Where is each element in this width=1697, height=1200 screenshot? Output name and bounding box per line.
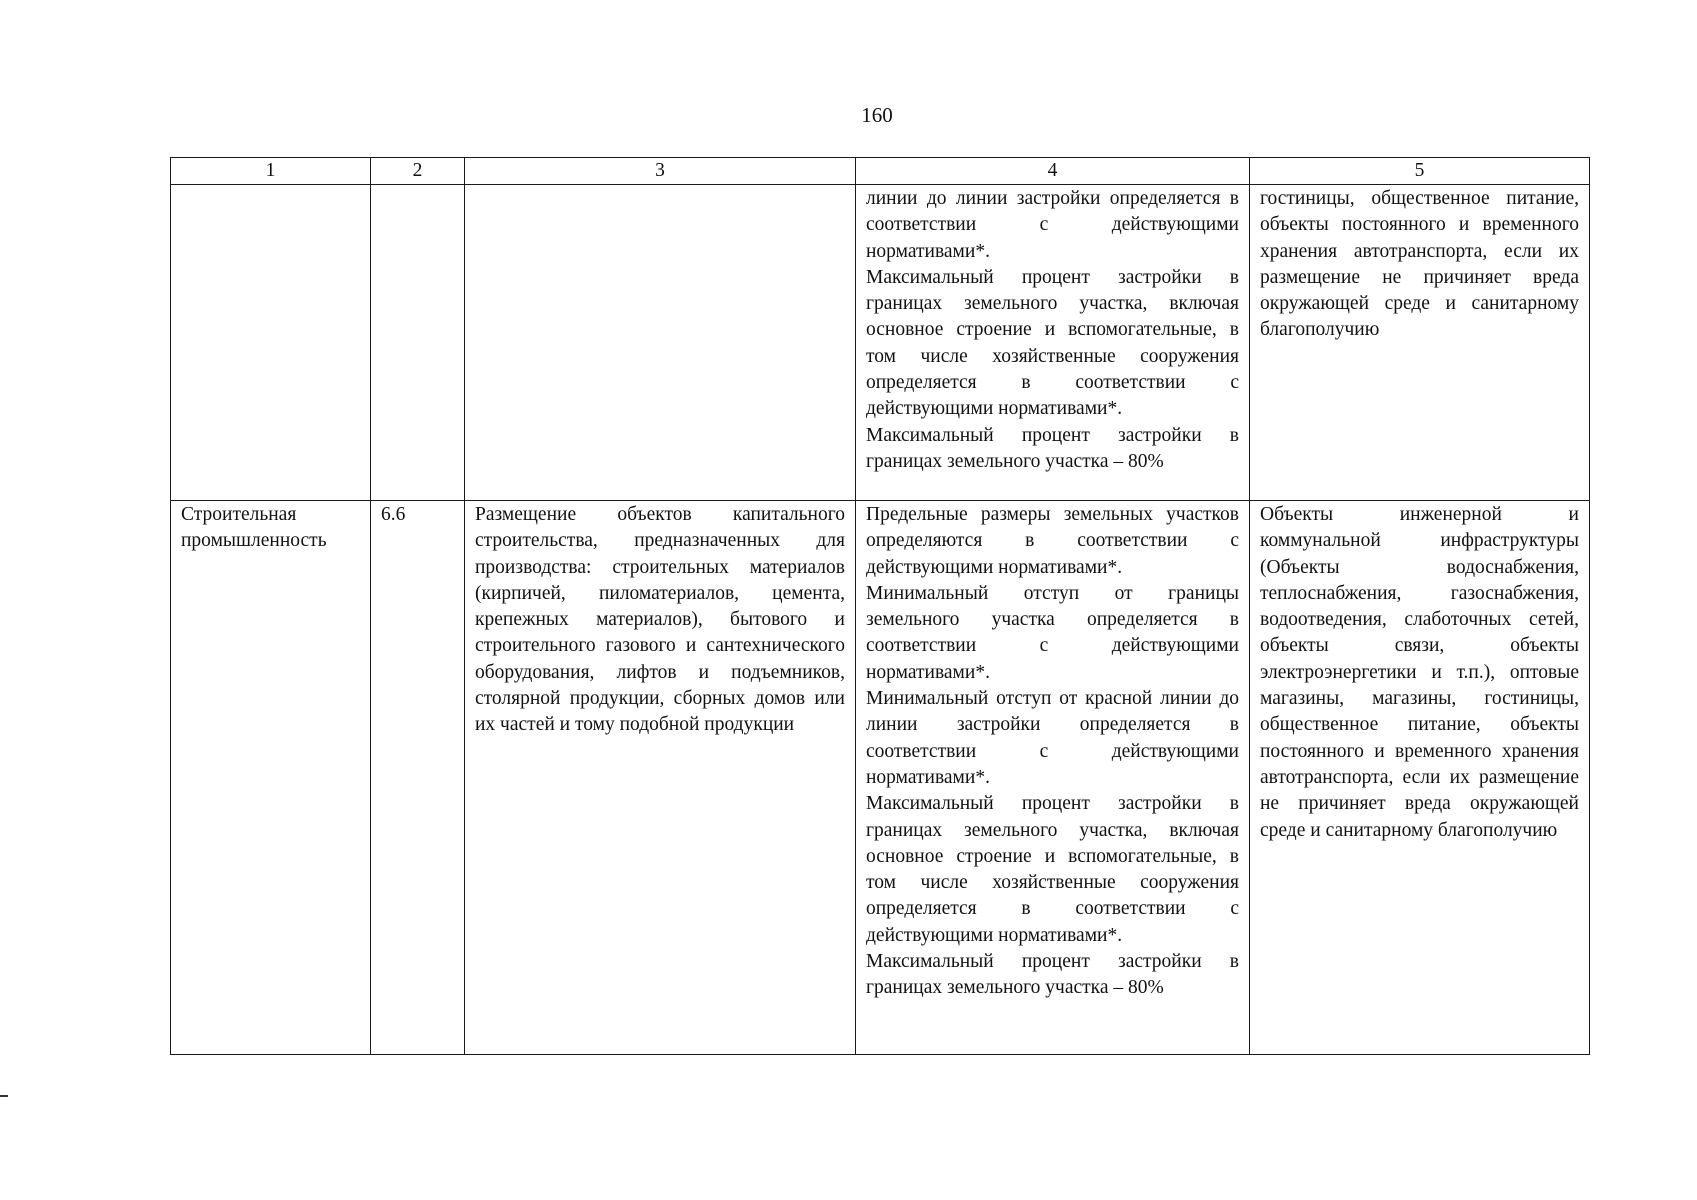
table-row [171,185,1590,501]
parameter-line: Максимальный процент застройки в границах земельного участка, включая основное строение и вспомогательные, в том числе хозяйственные сооружения определяется в соответствии с действующими нормативами*. [866,793,1239,946]
auxiliary-uses-cell [1250,185,1590,501]
auxiliary-uses-cell [1250,501,1590,1055]
use-name-text [171,185,370,186]
use-code-text [371,185,464,186]
scan-edge-mark [0,1095,8,1097]
use-description-text [465,185,855,186]
use-code-cell [371,185,465,501]
parameters-cell [856,501,1250,1055]
regulations-table [170,157,1590,1055]
auxiliary-uses-text: Объекты инженерной и коммунальной инфраструктуры (Объекты водоснабжения, теплоснабжения, газоснабжения, водоотведения, слаботочных сетей, объекты связи, объекты электроэнергетики и т.п.), оптовые магазины, магазины, гостиницы, общественное питание, объекты постоянного и временного хранения автотранспорта, если их размещение не причиняет вреда окружающей среде и санитарному благополучию [1260,504,1579,841]
use-name-cell [171,185,371,501]
column-header-1: 1 [171,158,371,185]
parameter-line: линии до линии застройки определяется в соответствии с действующими нормативами*. [866,188,1239,262]
header-row [171,158,1590,185]
use-name-text: Строительная промышленность [181,504,327,552]
parameter-line: Предельные размеры земельных участков определяются в соответствии с действующими нормативами*. [866,504,1239,578]
parameter-line: Минимальный отступ от границы земельного участка определяется в соответствии с действующими нормативами*. [866,582,1239,683]
table-row [171,501,1590,1055]
parameter-line: Максимальный процент застройки в границах земельного участка – 80% [866,951,1239,999]
use-code-cell [371,501,465,1055]
parameter-line: Максимальный процент застройки в границах земельного участка, включая основное строение и вспомогательные, в том числе хозяйственные сооружения определяется в соответствии с действующими нормативами*. [866,266,1239,420]
use-description-cell [465,185,856,501]
auxiliary-uses-text: гостиницы, общественное питание, объекты постоянного и временного хранения автотранспорта, если их размещение не причиняет вреда окружающей среде и санитарному благополучию [1260,188,1579,341]
column-header-3: 3 [465,158,856,185]
parameter-line: Минимальный отступ от красной линии до линии застройки определяется в соответствии с действующими нормативами*. [866,688,1239,788]
parameters-text [856,501,1249,1002]
use-name-cell [171,501,371,1055]
page-number: 160 [861,103,893,127]
column-header-4: 4 [856,158,1250,185]
column-header-5: 5 [1250,158,1590,185]
use-description-cell [465,501,856,1055]
column-header-2: 2 [371,158,465,185]
parameters-cell [856,185,1250,501]
use-code-text: 6.6 [381,504,406,525]
use-description-text: Размещение объектов капитального строительства, предназначенных для производства: строительных материалов (кирпичей, пиломатериалов, цемента, крепежных материалов), бытового и строительного газового и сантехнического оборудования, лифтов и подъемников, столярной продукции, сборных домов или их частей и тому подобной продукции [475,504,845,736]
parameter-line: Максимальный процент застройки в границах земельного участка – 80% [866,424,1239,472]
parameters-text [856,185,1249,475]
